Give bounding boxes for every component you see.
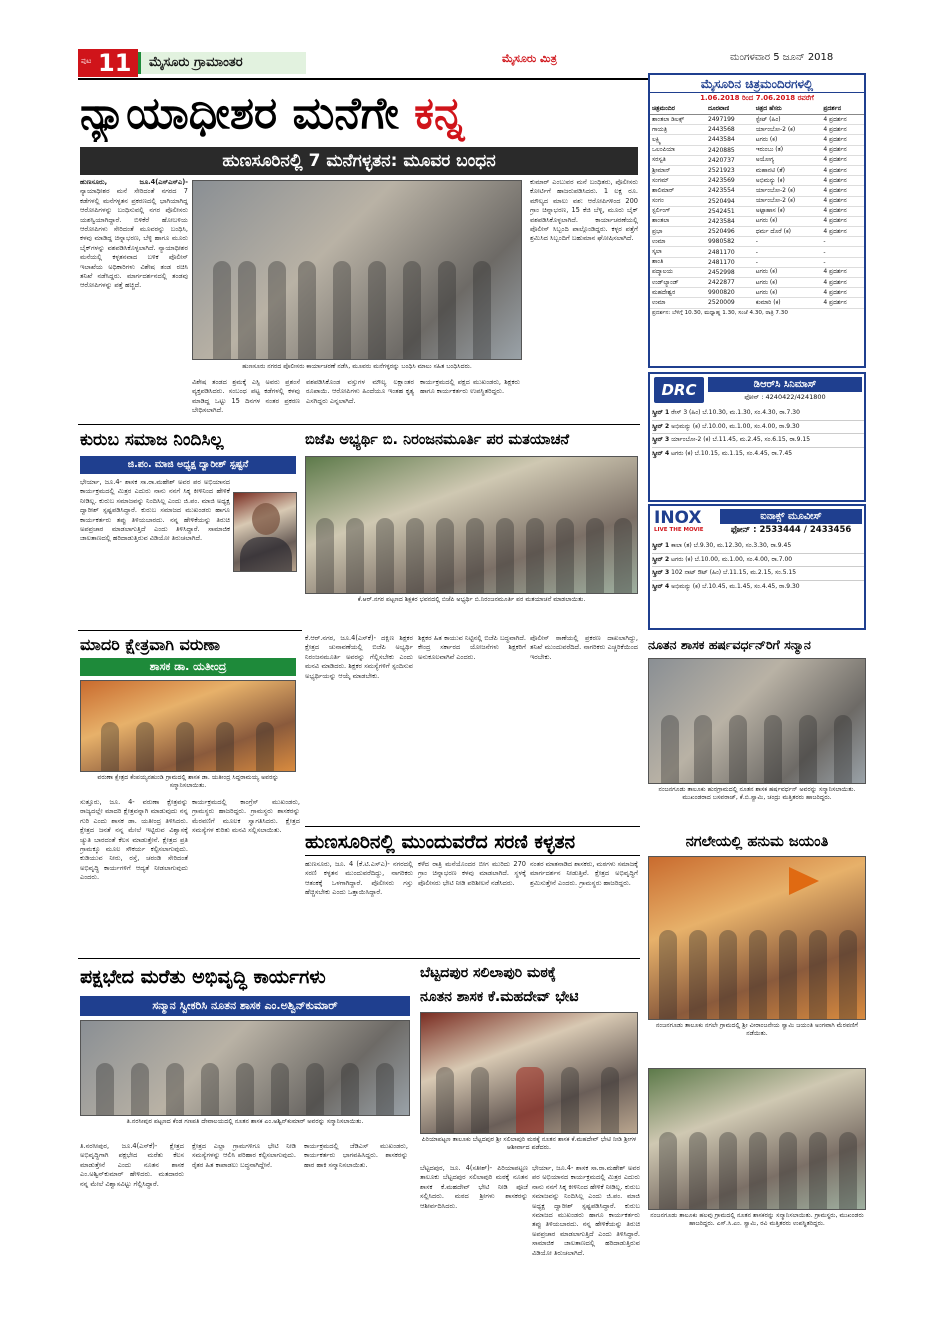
table-row: ಪ್ರಭಾ 2520496 ಧರ್ಮ ದೊರೆ (ಕ) 4 ಪ್ರದರ್ಶನ xyxy=(650,227,864,237)
theatre-footer: ಪ್ರದರ್ಶನ: ಬೆಳಿಗ್ಗೆ 10.30, ಮಧ್ಯಾಹ್ನ 1.30, ಸಂಜೆ 4.30, ರಾತ್ರಿ 7.30 xyxy=(652,309,788,316)
lead-col-4: ಕುಮಾರ್ ಎಂಬುವರ ಮನೆ ಬಂಧಿತರು, ಪೊಲೀಸರು ಕೋರ್ಟಿಗೆ ಹಾಜರುಪಡಿಸಿದರು. 1 ಲಕ್ಷ ರೂ. ಮೌಲ್ಯದ ಮಾಲು ವಶ: ಆರೋಪಿಗಳಿಂದ 200 ಗ್ರಾಂ ಚಿನ್ನಾಭರಣ, 15 ಕೆಜಿ ಬೆಳ್ಳಿ, ಮೂರು ಬೈಕ್ ವಶಪಡಿಸಿಕೊಳ್ಳಲಾಗಿದೆ. ಕಾರ್ಯಾಚರಣೆಯಲ್ಲಿ ಪೊಲೀಸ್ ಸಿಬ್ಬಂದಿ ಪಾಲ್ಗೊಂಡಿದ್ದರು. ಕಳ್ಳರ ಪತ್ತೆಗೆ ಶ್ರಮಿಸಿದ ಸಿಬ್ಬಂದಿಗೆ ಬಹುಮಾನ ಘೋಷಿಸಲಾಗಿದೆ. xyxy=(530,178,638,243)
list-item: ಸ್ಕ್ರೀನ್ 2 ಅಭಿಮನ್ಯು (ಕ) ಬೆ.10.00, ಮ.1.00, ಸಂ.4.00, ರಾ.9.30 xyxy=(652,421,864,435)
list-item: ಸ್ಕ್ರೀನ್ 3 ರ್ಯಾಂಬೋ-2 (ಕ) ಬೆ.11.45, ಮ.2.45, ಸಂ.6.15, ರಾ.9.15 xyxy=(652,434,864,448)
divider xyxy=(78,424,640,425)
drc-phone: ಫೋನ್ : 4240422/4241800 xyxy=(744,393,826,401)
last-photo xyxy=(648,1068,866,1210)
table-row: ಸಂಗಮ್ 2423569 ಅಭಿಮನ್ಯು (ಕ) 4 ಪ್ರದರ್ಶನ xyxy=(650,176,864,186)
table-row: ಉಮಾ 2520009 ಕುಮಾರಿ (ಕ) 4 ಪ್ರದರ್ಶನ xyxy=(650,298,864,308)
table-row: ಶಾಂತಲಾ ಡಿಲಕ್ಸ್ 2497199 ಸ್ಟೇಟ್ (ಹಿಂ) 4 ಪ್ರದರ್ಶನ xyxy=(650,115,864,125)
inox-phone: ಫೋನ್ : 2533444 / 2433456 xyxy=(730,525,852,535)
development-subhead: ಸನ್ಮಾನ ಸ್ವೀಕರಿಸಿ ನೂತನ ಶಾಸಕ ಎಂ.ಅಶ್ವಿನ್‌ಕುಮಾರ್ xyxy=(80,996,410,1016)
divider xyxy=(78,958,640,959)
lead-body-1: ನ್ಯಾಯಾಧೀಶರ ಮನೆ ಸೇರಿದಂತೆ ನಗರದ 7 ಕಡೆಗಳಲ್ಲಿ ಮನೆಗಳ್ಳತನ ಪ್ರಕರಣದಲ್ಲಿ ಭಾಗಿಯಾಗಿದ್ದ ಆರೋಪಿಗಳನ್ನು ಬಂಧಿಸುವಲ್ಲಿ ನಗರ ಪೊಲೀಸರು ಯಶಸ್ವಿಯಾಗಿದ್ದಾರೆ. ಬಿಳಿಕೆರೆ ಹೋಬಳಿಯ ಆರೋಪಿಗಳು ಸೇರಿದಂತೆ ಮೂವರನ್ನು ಬಂಧಿಸಿ, ಕಳವು ಮಾಡಿದ್ದ ಚಿನ್ನಾಭರಣ, ಬೆಳ್ಳಿ ಹಾಗೂ ಮೂರು ಬೈಕ್‌ಗಳನ್ನು ವಶಪಡಿಸಿಕೊಳ್ಳಲಾಗಿದೆ. ನ್ಯಾಯಾಧೀಶರ ಮನೆಯಲ್ಲಿ ಕಳ್ಳತನವಾದ ಬಳಿಕ ಪೊಲೀಸ್ ಇಲಾಖೆಯ ಅಧಿಕಾರಿಗಳು ವಿಶೇಷ ತಂಡ ರಚಿಸಿ ತನಿಖೆ ನಡೆಸಿದ್ದರು. ಮಾರ್ಗದರ್ಶನದಲ್ಲಿ ತಂಡವು ಆರೋಪಿಗಳನ್ನು ಪತ್ತೆ ಹಚ್ಚಿದೆ. xyxy=(80,187,188,290)
drc-logo xyxy=(654,377,704,403)
bjp-body-3: ಪೊಲೀಸ್ ಠಾಣೆಯಲ್ಲಿ ಪ್ರಕರಣ ದಾಖಲಾಗಿದ್ದು, ತನಿಖೆ ಮುಂದುವರೆದಿದೆ. ನಾಗರಿಕರು ಎಚ್ಚರಿಕೆಯಿಂದ ಇರಬೇಕು. xyxy=(530,634,638,661)
drc-showtimes xyxy=(652,407,864,460)
paper-name: ಮೈಸೂರು ಮಿತ್ರ xyxy=(502,52,557,65)
development-headline: ಪಕ್ಷಭೇದ ಮರೆತು ಅಭಿವೃದ್ಧಿ ಕಾರ್ಯಗಳು xyxy=(80,966,326,988)
hunsur2-body-1: ಹುಣಸೂರು, ಜೂ. 4 (ಕೆ.ಟಿ.ಎಸ್‌ಎ)- ನಗರದಲ್ಲಿ ಸರಣಿ ಕಳ್ಳತನ ಮುಂದುವರೆದಿದ್ದು, ನಾಗರಿಕರು ಆತಂಕಕ್ಕೆ ಒಳಗಾಗಿದ್ದಾರೆ. ಪೊಲೀಸರು ಗಸ್ತು ಹೆಚ್ಚಿಸಬೇಕು ಎಂದು ಒತ್ತಾಯಿಸಿದ್ದಾರೆ. xyxy=(305,860,413,897)
lead-col-2: ವಿಶೇಷ ತಂಡದ ಶ್ರಮಕ್ಕೆ ಎಸ್ಪಿ ಅವರು ಪ್ರಶಂಸೆ ವ್ಯಕ್ತಪಡಿಸಿದರು. ಸಂಬಂಧ ಪಟ್ಟ ಕಡೆಗಳಲ್ಲಿ ಕಳವು ಮಾಡಿದ್ದ ಒಟ್ಟು 15 ದಿನಗಳ ನಂತರ ಪ್ರಕರಣ ಬೇಧಿಸಲಾಗಿದೆ. xyxy=(192,378,300,415)
kuruba-portrait xyxy=(233,492,297,572)
table-row: ಸ್ಕಲಾ 2481170 - - xyxy=(650,247,864,257)
table-row: ಶಾಂತಿ 2481170 - - xyxy=(650,257,864,267)
theatre-header-film: ಚಿತ್ರದ ಹೆಸರು xyxy=(754,104,822,115)
page-number: 11 xyxy=(98,49,132,77)
inox-tagline: LIVE THE MOVIE xyxy=(654,527,704,533)
theatre-box xyxy=(648,73,866,368)
table-row: ಸಂಗಂ 2520494 ರ್ಯಾಂಬೋ-2 (ಕ) 4 ಪ್ರದರ್ಶನ xyxy=(650,196,864,206)
development-body-3: ಕಾರ್ಯಕ್ರಮದಲ್ಲಿ ಜೆಡಿಎಸ್ ಮುಖಂಡರು, ಕಾರ್ಯಕರ್ತರು ಭಾಗವಹಿಸಿದ್ದರು. ಶಾಸಕರನ್ನು ಹಾರ ಹಾಕಿ ಸನ್ಮಾನಿಸಲಾಯಿತು. xyxy=(304,1142,408,1169)
kuruba-body: ಭೇರ್ಯಾ, ಜೂ.4- ಶಾಸಕ ಸಾ.ರಾ.ಮಹೇಶ್ ಅವರ ಪರ ಅಭಿಯಾನದ ಕಾರ್ಯಕ್ರಮದಲ್ಲಿ ಮಿತ್ರರ ಎದುರು ನಾನು ನನಗೆ ಸಿಕ್ಕ ಕೀಳಿನಿಂದ ಹೇಳಿಕೆ ನೀಡಿಲ್ಲ. ಕುರುಬ ಸಮಾಜವನ್ನು ನಿಂದಿಸಿಲ್ಲ ಎಂದು ಜಿ.ಪಂ. ಮಾಜಿ ಅಧ್ಯಕ್ಷ ದ್ವಾರೀಶ್ ಸ್ಪಷ್ಟಪಡಿಸಿದ್ದಾರೆ. ಕುರುಬ ಸಮಾಜದ ಮುಖಂಡರು ಹಾಗೂ ಕಾರ್ಯಕರ್ತರು ತಪ್ಪು ತಿಳಿಯಬಾರದು. ನನ್ನ ಹೇಳಿಕೆಯನ್ನು ತಿರುಚಿ ಅಪಪ್ರಚಾರ ಮಾಡಲಾಗುತ್ತಿದೆ ಎಂದು ತಿಳಿಸಿದ್ದಾರೆ. ಸಾಮಾಜಿಕ ಜಾಲತಾಣದಲ್ಲಿ ಹರಿದಾಡುತ್ತಿರುವ ವಿಡಿಯೋ ತಿರುಚಲಾಗಿದೆ. xyxy=(80,478,230,543)
page-label: ಪುಟ xyxy=(81,57,92,65)
lead-subhead: ಹುಣಸೂರಿನಲ್ಲಿ 7 ಮನೆಗಳ್ಳತನ: ಮೂವರ ಬಂಧನ xyxy=(80,147,638,175)
theatre-header-shows: ಪ್ರದರ್ಶನ xyxy=(821,104,864,115)
lead-photo xyxy=(192,180,522,360)
drc-title: ಡಿಆರ್‌ಸಿ ಸಿನಿಮಾಸ್ xyxy=(708,377,862,392)
table-row: ಸರಸ್ವತಿ 2420737 ಅಯೋಗ್ಯ 4 ಪ್ರದರ್ಶನ xyxy=(650,155,864,165)
table-row: ಉಮಾ 9980582 - - xyxy=(650,237,864,247)
bjp-caption: ಕೆ.ಆರ್.ನಗರ ಪಟ್ಟಣದ ಶಿಕ್ಷಕರ ಭವನದಲ್ಲಿ ಬಿಜೆಪಿ ಅಭ್ಯರ್ಥಿ ಬಿ.ನಿರಂಜನಮೂರ್ತಿ ಪರ ಮತಯಾಚನೆ ಮಾಡಲಾಯಿತು. xyxy=(357,596,586,603)
development-photo xyxy=(80,1020,410,1116)
bettadapura-photo xyxy=(420,1012,638,1134)
harshavardhan-caption: ನಂಜನಗೂಡು ತಾಲೂಕು ಹುರಗ್ರಾಮದಲ್ಲಿ ನೂತನ ಶಾಸಕ ಹರ್ಷವರ್ಧನ್ ಅವರನ್ನು ಸನ್ಮಾನಿಸಲಾಯಿತು. ಮುಖಂಡರಾದ ಬಸವರಾಜ್, ಕೆ.ಬಿ.ಸ್ವಾಮಿ, ಚಂದ್ರು ಮತ್ತಿತರರು ಹಾಜರಿದ್ದರು. xyxy=(658,786,856,802)
drc-logo-text: DRC xyxy=(661,381,697,399)
lead-headline xyxy=(80,86,640,142)
section-title: ಮೈಸೂರು ಗ್ರಾಮಾಂತರ xyxy=(149,55,243,70)
table-row: ಉಡ್‌ಲ್ಯಾಂಡ್ 2422877 ಟಗರು (ಕ) 4 ಪ್ರದರ್ಶನ xyxy=(650,278,864,288)
lead-col-5: ಕಾರ್ಯಕ್ರಮದಲ್ಲಿ ಪಕ್ಷದ ಮುಖಂಡರು, ಶಿಕ್ಷಕರು ಹಾಗೂ ಕಾರ್ಯಕರ್ತರು ಉಪಸ್ಥಿತರಿದ್ದರು. xyxy=(420,378,520,396)
lead-headline-main: ನ್ಯಾಯಾಧೀಶರ ಮನೆಗೇ xyxy=(80,88,415,139)
table-row: ಶಾಲಿಮಾರ್ 2423554 ರ್ಯಾಂಬೋ-2 (ಕ) 4 ಪ್ರದರ್ಶನ xyxy=(650,186,864,196)
lead-dateline: ಹುಣಸೂರು, ಜೂ.4(ಎಸ್‌ಎಸ್‌ಎ)- xyxy=(80,178,188,186)
drc-box xyxy=(648,372,866,502)
list-item: ಸ್ಕ್ರೀನ್ 2 ಟಗರು (ಕ) ಬೆ.10.00, ಮ.1.00, ಸಂ.4.00, ರಾ.7.00 xyxy=(652,554,864,568)
kuruba-headline: ಕುರುಬ ಸಮಾಜ ನಿಂದಿಸಿಲ್ಲ xyxy=(80,430,224,450)
kuruba-subhead: ಜಿ.ಪಂ. ಮಾಜಿ ಅಧ್ಯಕ್ಷ ದ್ವಾರೀಶ್ ಸ್ಪಷ್ಟನೆ xyxy=(80,456,296,474)
hunsur2-body-2: ಕಳೆದ ರಾತ್ರಿ ಮನೆಯೊಂದರ ಬೀಗ ಮುರಿದು 270 ಗ್ರಾಂ ಚಿನ್ನಾಭರಣ ಕಳವು ಮಾಡಲಾಗಿದೆ. ಸ್ಥಳಕ್ಕೆ ಪೊಲೀಸರು ಭೇಟಿ ನೀಡಿ ಪರಿಶೀಲನೆ ನಡೆಸಿದರು. xyxy=(418,860,526,887)
bjp-body-1: ಕೆ.ಆರ್.ನಗರ, ಜೂ.4(ಎಸ್‌ಕೆ)- ದಕ್ಷಿಣ ಶಿಕ್ಷಕರ ಕ್ಷೇತ್ರದ ಚುನಾವಣೆಯಲ್ಲಿ ಬಿಜೆಪಿ ಅಭ್ಯರ್ಥಿ ನಿರಂಜನಮೂರ್ತಿ ಅವರನ್ನು ಗೆಲ್ಲಿಸಬೇಕು ಎಂದು ಮನವಿ ಮಾಡಿದರು. ಶಿಕ್ಷಕರ ಸಮಸ್ಯೆಗಳಿಗೆ ಸ್ಪಂದಿಸುವ ಅಭ್ಯರ್ಥಿಯನ್ನು ಆಯ್ಕೆ ಮಾಡಬೇಕು. xyxy=(305,634,413,680)
theatre-header-phone: ದೂರವಾಣಿ xyxy=(706,104,754,115)
table-row: ಶಾಂತಲಾ 2423584 ಟಗರು (ಕ) 4 ಪ್ರದರ್ಶನ xyxy=(650,216,864,226)
inox-logo-text: INOX xyxy=(654,508,702,528)
harshavardhan-headline: ನೂತನ ಶಾಸಕ ಹರ್ಷವರ್ಧನ್‌ರಿಗೆ ಸನ್ಮಾನ xyxy=(648,637,811,652)
lead-headline-accent: ಕನ್ನ xyxy=(414,88,465,139)
varuna-photo xyxy=(80,680,296,772)
hanuma-caption: ನಂಜನಗೂಡು ತಾಲೂಕು ನಗಲೇ ಗ್ರಾಮದಲ್ಲಿ ಶ್ರೀ ವೀರಾಂಜನೇಯ ಸ್ವಾಮಿ ಜಯಂತಿ ಅಂಗವಾಗಿ ಮೆರವಣಿಗೆ ನಡೆಯಿತು. xyxy=(655,1022,859,1038)
bettadapura-body-1: ಬೆಟ್ಟದಪುರ, ಜೂ. 4(ಸತೀಶ್)- ಪಿರಿಯಾಪಟ್ಟಣ ತಾಲೂಕು ಬೆಟ್ಟದಪುರ ಸಲಿಲಾಪುರಿ ಮಠಕ್ಕೆ ನೂತನ ಶಾಸಕ ಕೆ.ಮಹದೇವ್ ಭೇಟಿ ನೀಡಿ ಪೂಜೆ ಸಲ್ಲಿಸಿದರು. ಮಠದ ಶ್ರೀಗಳು ಶಾಸಕರನ್ನು ಆಶೀರ್ವದಿಸಿದರು. xyxy=(420,1164,528,1210)
varuna-body-2: ಕಾರ್ಯಕ್ರಮದಲ್ಲಿ ಕಾಂಗ್ರೆಸ್ ಮುಖಂಡರು, ಗ್ರಾಮಸ್ಥರು ಹಾಜರಿದ್ದರು. ಗ್ರಾಮಸ್ಥರು ಶಾಸಕರನ್ನು ಮೆರವಣಿಗೆ ಮೂಲಕ ಸ್ವಾಗತಿಸಿದರು. ಕ್ಷೇತ್ರದ ಸಮಸ್ಯೆಗಳ ಕುರಿತು ಮನವಿ ಸಲ್ಲಿಸಲಾಯಿತು. xyxy=(192,798,300,835)
issue-date: ಮಂಗಳವಾರ 5 ಜೂನ್ 2018 xyxy=(730,52,834,63)
inox-title: ಐನಾಕ್ಸ್ ಮೂವೀಸ್ xyxy=(720,509,862,524)
lead-col-3: ವಶಪಡಿಸಿಕೊಂಡ ವಸ್ತುಗಳ ಮೌಲ್ಯ ಲಕ್ಷಾಂತರ ರೂಪಾಯಿ. ಆರೋಪಿಗಳು ಹಿಂದೆಯೂ ಇಂತಹ ಕೃತ್ಯ ಎಸಗಿದ್ದರು ಎನ್ನಲಾಗಿದೆ. xyxy=(306,378,414,405)
table-row: ಗಾಯತ್ರಿ 2443568 ರ್ಯಾಂಬೋ-2 (ಕ) 4 ಪ್ರದರ್ಶನ xyxy=(650,125,864,135)
bjp-photo xyxy=(305,456,638,594)
table-row: ಪದ್ಮಾಲಯ 2452998 ಟಗರು (ಕ) 4 ಪ್ರದರ್ಶನ xyxy=(650,267,864,277)
hunsur2-headline: ಹುಣಸೂರಿನಲ್ಲಿ ಮುಂದುವರೆದ ಸರಣಿ ಕಳ್ಳತನ xyxy=(305,826,640,856)
table-row: ಒಲಂಪಿಯಾ 2420885 ಇರುಂಬು (ತ) 4 ಪ್ರದರ್ಶನ xyxy=(650,145,864,155)
bettadapura-body-2: ಭೇರ್ಯಾ, ಜೂ.4- ಶಾಸಕ ಸಾ.ರಾ.ಮಹೇಶ್ ಅವರ ಪರ ಅಭಿಯಾನದ ಕಾರ್ಯಕ್ರಮದಲ್ಲಿ ಮಿತ್ರರ ಎದುರು ನಾನು ನನಗೆ ಸಿಕ್ಕ ಕೀಳಿನಿಂದ ಹೇಳಿಕೆ ನೀಡಿಲ್ಲ. ಕುರುಬ ಸಮಾಜವನ್ನು ನಿಂದಿಸಿಲ್ಲ ಎಂದು ಜಿ.ಪಂ. ಮಾಜಿ ಅಧ್ಯಕ್ಷ ದ್ವಾರೀಶ್ ಸ್ಪಷ್ಟಪಡಿಸಿದ್ದಾರೆ. ಕುರುಬ ಸಮಾಜದ ಮುಖಂಡರು ಹಾಗೂ ಕಾರ್ಯಕರ್ತರು ತಪ್ಪು ತಿಳಿಯಬಾರದು. ನನ್ನ ಹೇಳಿಕೆಯನ್ನು ತಿರುಚಿ ಅಪಪ್ರಚಾರ ಮಾಡಲಾಗುತ್ತಿದೆ ಎಂದು ತಿಳಿಸಿದ್ದಾರೆ. ಸಾಮಾಜಿಕ ಜಾಲತಾಣದಲ್ಲಿ ಹರಿದಾಡುತ್ತಿರುವ ವಿಡಿಯೋ ತಿರುಚಲಾಗಿದೆ. xyxy=(532,1164,640,1257)
bjp-headline: ಬಿಜೆಪಿ ಅಭ್ಯರ್ಥಿ ಬಿ. ನಿರಂಜನಮೂರ್ತಿ ಪರ ಮತಯಾಚನೆ xyxy=(305,432,570,448)
inox-logo xyxy=(654,509,716,537)
bettadapura-headline-2: ನೂತನ ಶಾಸಕ ಕೆ.ಮಹದೇವ್ ಭೇಟಿ xyxy=(420,989,579,1005)
theatre-header-name: ಚಿತ್ರಮಂದಿರ xyxy=(650,104,706,115)
page-number-badge xyxy=(78,49,138,77)
table-row: ಸ್ಟರ್ಲಿಂಗ್ 2542451 ಅಟ್ಟಾಹಾಸ (ಕ) 4 ಪ್ರದರ್ಶನ xyxy=(650,206,864,216)
list-item: ಸ್ಕ್ರೀನ್ 1 ರೇಸ್ 3 (ಹಿಂ) ಬೆ.10.30, ಮ.1.30, ಸಂ.4.30, ರಾ.7.30 xyxy=(652,407,864,421)
bettadapura-caption: ಪಿರಿಯಾಪಟ್ಟಣ ತಾಲೂಕು ಬೆಟ್ಟದಪುರ ಶ್ರೀ ಸಲಿಲಾಪುರಿ ಮಠಕ್ಕೆ ನೂತನ ಶಾಸಕ ಕೆ.ಮಹದೇವ್ ಭೇಟಿ ನೀಡಿ ಶ್ರೀಗಳ ಆಶೀರ್ವಾದ ಪಡೆದರು. xyxy=(421,1136,637,1152)
varuna-body-1: ಸುತ್ತೂರು, ಜೂ. 4- ವರುಣಾ ಕ್ಷೇತ್ರವನ್ನು ರಾಜ್ಯದಲ್ಲೇ ಮಾದರಿ ಕ್ಷೇತ್ರವನ್ನಾಗಿ ಮಾಡುವುದು ನನ್ನ ಗುರಿ ಎಂದು ಶಾಸಕ ಡಾ. ಯತೀಂದ್ರ ತಿಳಿಸಿದರು. ಕ್ಷೇತ್ರದ ಜನತೆ ನನ್ನ ಮೇಲೆ ಇಟ್ಟಿರುವ ವಿಶ್ವಾಸಕ್ಕೆ ಚ್ಯುತಿ ಬಾರದಂತೆ ಕೆಲಸ ಮಾಡುತ್ತೇನೆ. ಕ್ಷೇತ್ರದ ಪ್ರತಿ ಗ್ರಾಮಕ್ಕೂ ಮೂಲ ಸೌಕರ್ಯ ಕಲ್ಪಿಸಲಾಗುವುದು. ಕುಡಿಯುವ ನೀರು, ರಸ್ತೆ, ಚರಂಡಿ ಸೇರಿದಂತೆ ಅಭಿವೃದ್ಧಿ ಕಾರ್ಯಗಳಿಗೆ ಆದ್ಯತೆ ನೀಡಲಾಗುವುದು ಎಂದರು. xyxy=(80,798,188,882)
lead-photo-caption: ಹುಣಸೂರು ನಗರದ ಪೊಲೀಸರು ಕಾರ್ಯಾಚರಣೆ ನಡೆಸಿ, ಮೂವರು ಮನೆಗಳ್ಳರನ್ನು ಬಂಧಿಸಿ ಮಾಲು ಸಹಿತ ಬಂಧಿಸಿದರು. xyxy=(242,363,472,370)
theatre-title: ಮೈಸೂರಿನ ಚಿತ್ರಮಂದಿರಗಳಲ್ಲಿ xyxy=(650,75,864,93)
development-body-2: ಕ್ಷೇತ್ರದ ಎಲ್ಲಾ ಗ್ರಾಮಗಳಿಗೂ ಭೇಟಿ ನೀಡಿ ಸಮಸ್ಯೆಗಳನ್ನು ಆಲಿಸಿ ಪರಿಹಾರ ಕಲ್ಪಿಸಲಾಗುವುದು. ರೈತರ ಹಿತ ಕಾಪಾಡಲು ಬದ್ಧನಾಗಿದ್ದೇನೆ. xyxy=(192,1142,296,1169)
varuna-subhead: ಶಾಸಕ ಡಾ. ಯತೀಂದ್ರ xyxy=(80,658,296,676)
divider xyxy=(78,630,302,631)
bettadapura-headline-1: ಬೆಟ್ಟದಪುರ ಸಲಿಲಾಪುರಿ ಮಠಕ್ಕೆ xyxy=(420,965,556,981)
table-row: ಮಹದೇಶ್ವರ 9900820 ಟಗರು (ಕ) 4 ಪ್ರದರ್ಶನ xyxy=(650,288,864,298)
harshavardhan-photo xyxy=(648,658,866,784)
inox-showtimes xyxy=(652,540,864,593)
list-item: ಸ್ಕ್ರೀನ್ 4 ಟಗರು (ಕ) ಬೆ.10.15, ಮ.1.15, ಸಂ.4.45, ರಾ.7.45 xyxy=(652,449,793,457)
bjp-body-2: ಶಿಕ್ಷಕರ ಹಿತ ಕಾಯುವ ನಿಟ್ಟಿನಲ್ಲಿ ಬಿಜೆಪಿ ಬದ್ಧವಾಗಿದೆ. ಕೇಂದ್ರ ಸರ್ಕಾರದ ಯೋಜನೆಗಳು ಶಿಕ್ಷಕರಿಗೆ ಅನುಕೂಲವಾಗಿವೆ ಎಂದರು. xyxy=(418,634,526,661)
table-row: ಲಕ್ಷ್ಮಿ 2443584 ಟಗರು (ಕ) 4 ಪ್ರದರ್ಶನ xyxy=(650,135,864,145)
development-caption: ತಿ.ನರಸೀಪುರ ಪಟ್ಟಣದ ಕೆಂಡ ಗಣಪತಿ ದೇವಾಲಯದಲ್ಲಿ ನೂತನ ಶಾಸಕ ಎಂ.ಅಶ್ವಿನ್‌ಕುಮಾರ್ ಅವರನ್ನು ಸನ್ಮಾನಿಸಲಾಯಿತು. xyxy=(126,1118,364,1125)
hunsur2-body-3: ನಂತರ ಮಾತನಾಡಿದ ಶಾಸಕರು, ಮಠಗಳು ಸಮಾಜಕ್ಕೆ ಮಾರ್ಗದರ್ಶನ ನೀಡುತ್ತಿವೆ. ಕ್ಷೇತ್ರದ ಅಭಿವೃದ್ಧಿಗೆ ಶ್ರಮಿಸುತ್ತೇನೆ ಎಂದರು. ಗ್ರಾಮಸ್ಥರು ಹಾಜರಿದ್ದರು. xyxy=(530,860,638,887)
list-item: ಸ್ಕ್ರೀನ್ 1 ಕಾಲಾ (ತ) ಬೆ.9.30, ಮ.12.30, ಸಂ.3.30, ರಾ.9.45 xyxy=(652,540,864,554)
varuna-headline: ಮಾದರಿ ಕ್ಷೇತ್ರವಾಗಿ ವರುಣಾ xyxy=(80,635,221,654)
last-photo-caption: ನಂಜನಗೂಡು ತಾಲೂಕು ಹಲವು ಗ್ರಾಮದಲ್ಲಿ ನೂತನ ಶಾಸಕರನ್ನು ಸನ್ಮಾನಿಸಲಾಯಿತು. ಗ್ರಾಮಸ್ಥರು, ಮುಖಂಡರು ಹಾಜರಿದ್ದರು. ಎಸ್.ಸಿ.ಎಂ. ಸ್ವಾಮಿ, ರವಿ ಮತ್ತಿತರರು ಉಪಸ್ಥಿತರಿದ್ದರು. xyxy=(650,1212,864,1228)
list-item: ಸ್ಕ್ರೀನ್ 4 ಅಭಿಮನ್ಯು (ಕ) ಬೆ.10.45, ಮ.1.45, ಸಂ.4.45, ರಾ.9.30 xyxy=(652,582,800,590)
list-item: ಸ್ಕ್ರೀನ್ 3 102 ನಾಟ್ ಔಟ್ (ಹಿಂ) ಬೆ.11.15, ಮ.2.15, ಸಂ.5.15 xyxy=(652,567,864,581)
inox-box xyxy=(648,504,866,630)
theatre-table xyxy=(650,104,864,309)
table-row: ಶ್ರೀಮಾನ್ 2521923 ಮಹಾನಟಿ (ತೆ) 4 ಪ್ರದರ್ಶನ xyxy=(650,165,864,175)
varuna-caption: ವರುಣಾ ಕ್ಷೇತ್ರದ ಕೆಂಪಯ್ಯನಹುಂಡಿ ಗ್ರಾಮದಲ್ಲಿ ಶಾಸಕ ಡಾ. ಯತೀಂದ್ರ ಸಿದ್ದರಾಮಯ್ಯ ಅವರನ್ನು ಸನ್ಮಾನಿಸಲಾಯಿತು. xyxy=(97,774,279,790)
hanuma-photo xyxy=(648,856,866,1020)
hanuma-headline: ನಗಲೇಯಲ್ಲಿ ಹನುಮ ಜಯಂತಿ xyxy=(685,834,829,850)
development-body-1: ತಿ.ನರಸೀಪುರ, ಜೂ.4(ಎಸ್‌ಕೆ)- ಕ್ಷೇತ್ರದ ಅಭಿವೃದ್ಧಿಗಾಗಿ ಪಕ್ಷಭೇದ ಮರೆತು ಕೆಲಸ ಮಾಡುತ್ತೇನೆ ಎಂದು ನೂತನ ಶಾಸಕ ಎಂ.ಅಶ್ವಿನ್‌ಕುಮಾರ್ ಹೇಳಿದರು. ಮತದಾರರು ನನ್ನ ಮೇಲೆ ವಿಶ್ವಾಸವಿಟ್ಟು ಗೆಲ್ಲಿಸಿದ್ದಾರೆ. xyxy=(80,1142,184,1188)
theatre-subtitle: 1.06.2018 ರಿಂದ 7.06.2018 ರವರೆಗೆ xyxy=(700,94,814,102)
section-label xyxy=(138,52,306,74)
